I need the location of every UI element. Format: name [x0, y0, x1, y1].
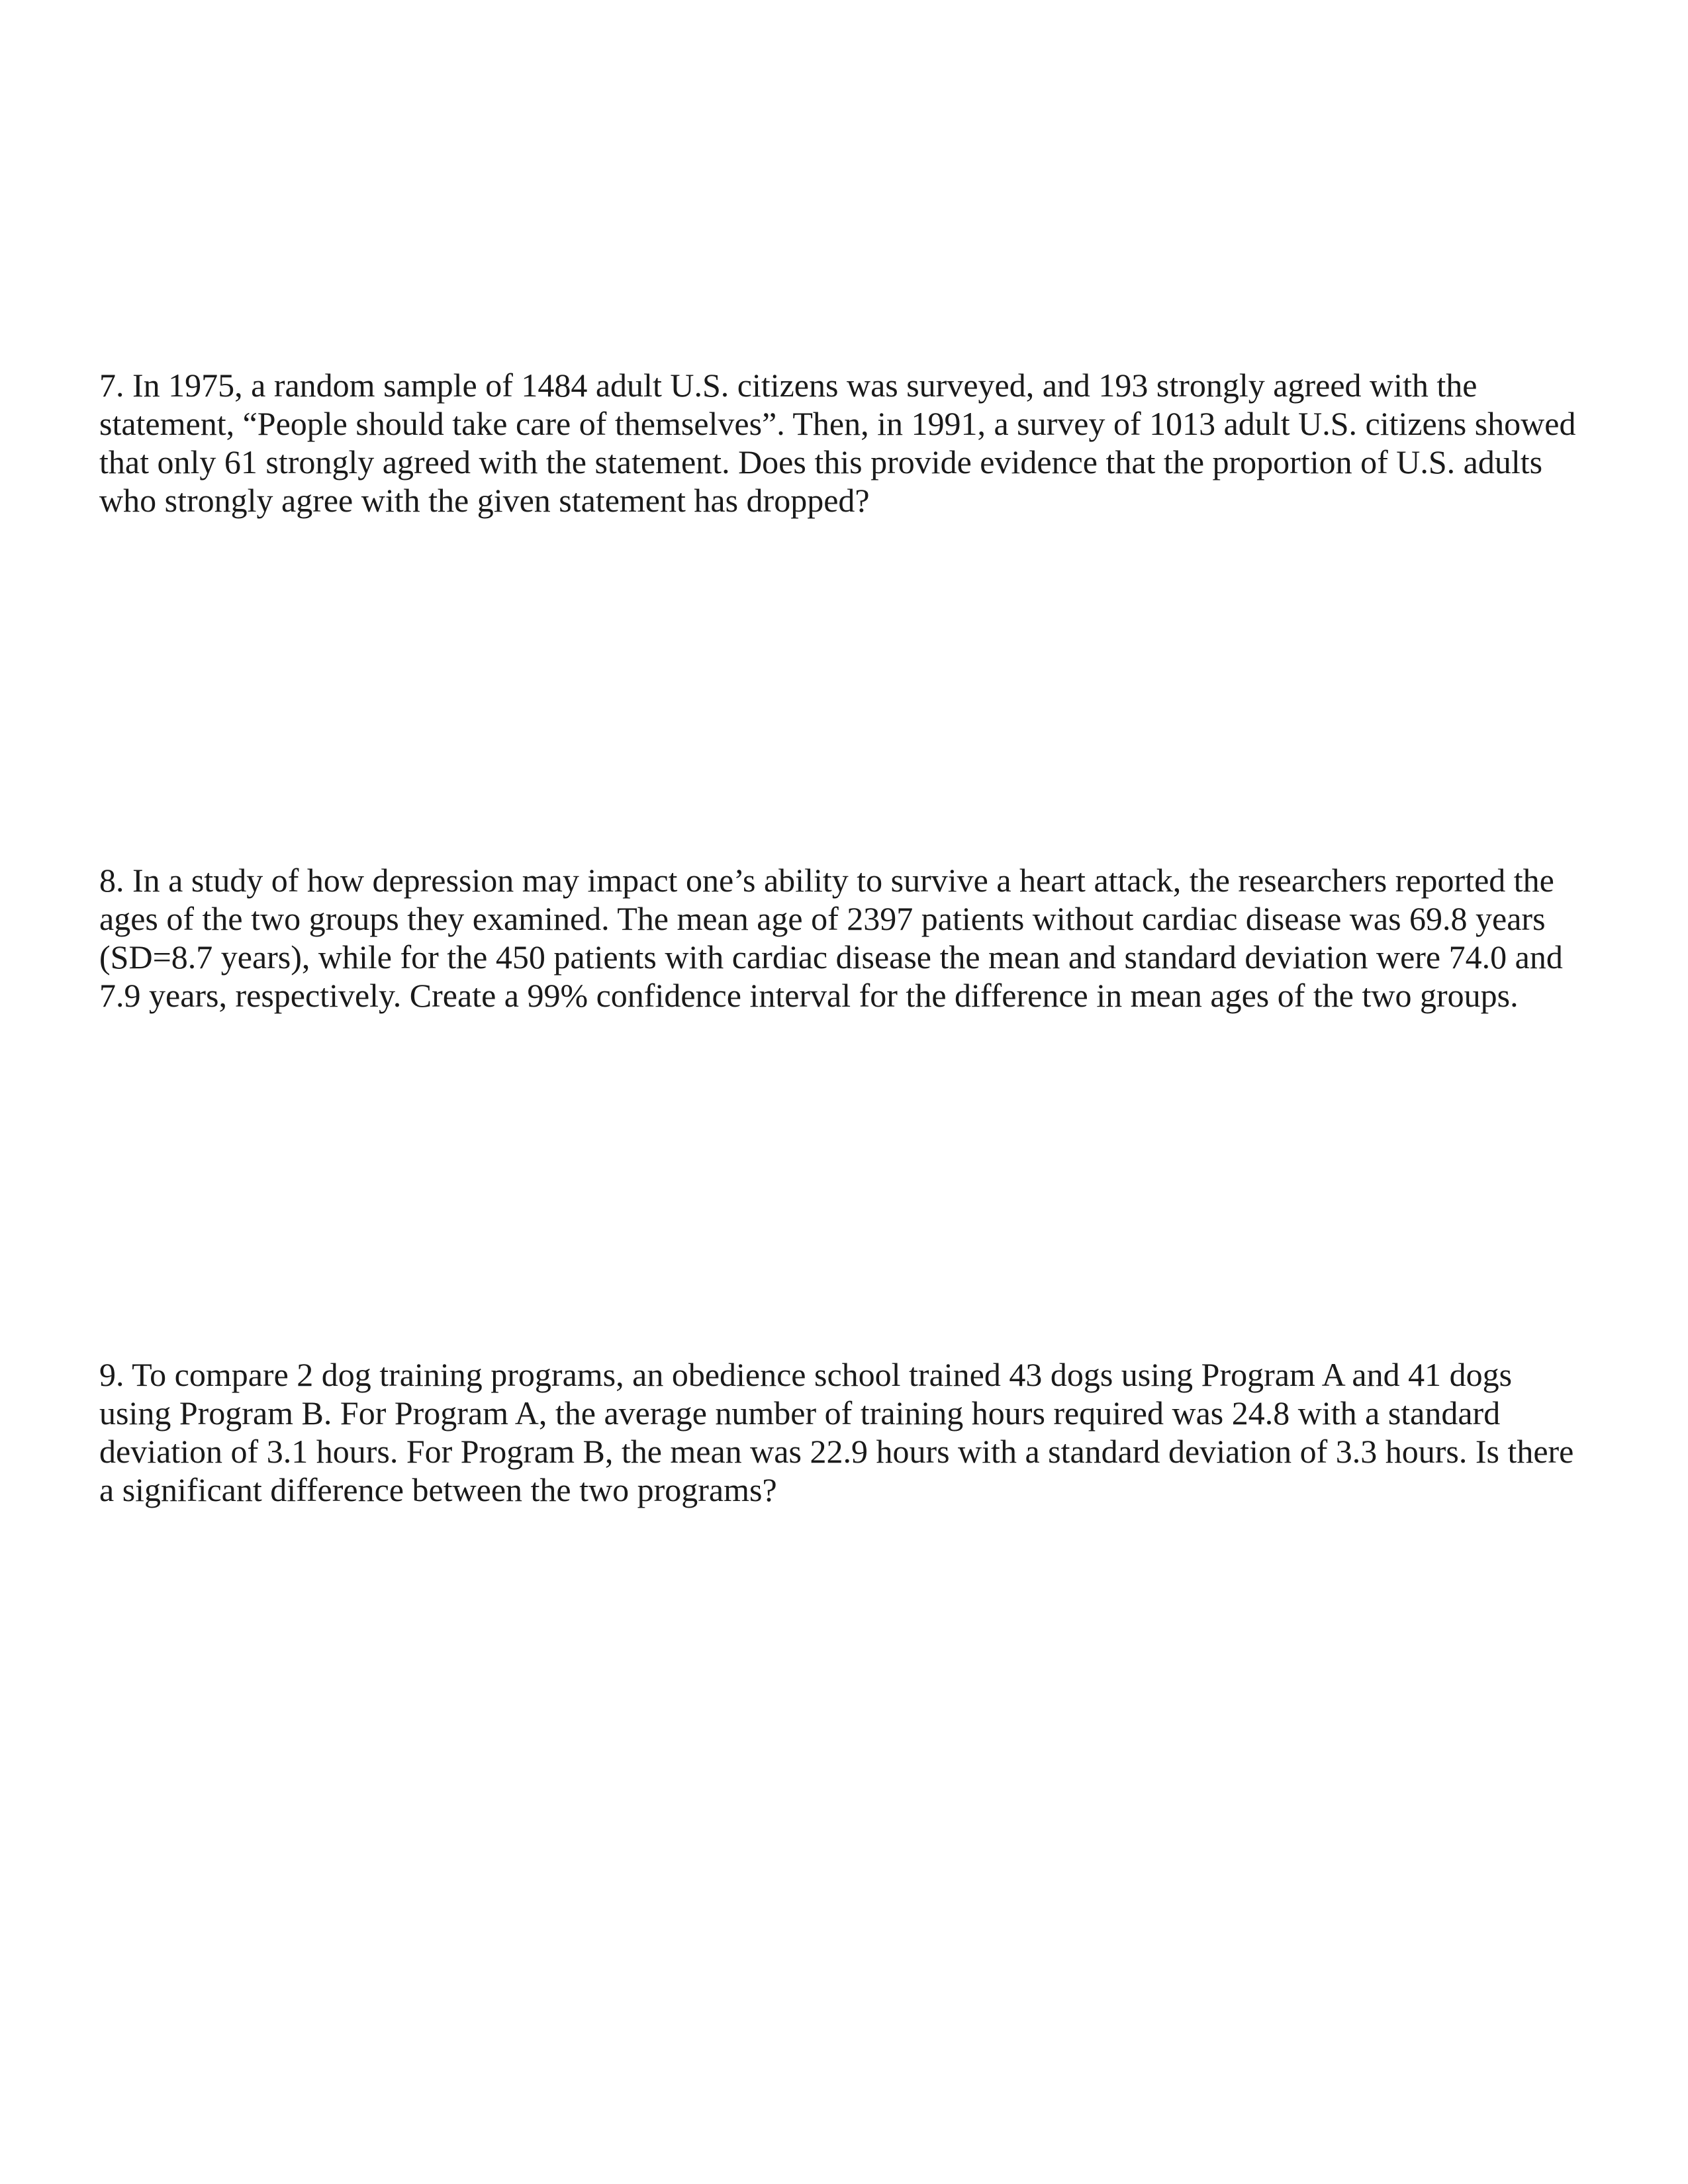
problem-8-line: 7.9 years, respectively. Create a 99% confidence interval for the difference in mean ages of the two groups.	[99, 977, 1519, 1014]
problem-7-line: statement, “People should take care of themselves”. Then, in 1991, a survey of 1013 adult U.S. citizens showed	[99, 405, 1576, 442]
problem-8-line: ages of the two groups they examined. The mean age of 2397 patients without cardiac disease was 69.8 years	[99, 900, 1546, 937]
problem-7-line: 7. In 1975, a random sample of 1484 adult U.S. citizens was surveyed, and 193 strongly agreed with the	[99, 367, 1477, 404]
problem-9-line: 9. To compare 2 dog training programs, an obedience school trained 43 dogs using Program A and 41 dogs	[99, 1356, 1513, 1393]
problem-8-text	[99, 861, 1589, 1015]
problem-9-text	[99, 1355, 1589, 1509]
problem-7-line: who strongly agree with the given statement has dropped?	[99, 482, 870, 519]
problem-8-line: (SD=8.7 years), while for the 450 patients with cardiac disease the mean and standard deviation were 74.0 and	[99, 938, 1563, 976]
problem-9-line: a significant difference between the two programs?	[99, 1471, 777, 1508]
problem-7-line: that only 61 strongly agreed with the statement. Does this provide evidence that the proportion of U.S. adults	[99, 443, 1543, 480]
problem-7-text	[99, 366, 1589, 520]
problem-9-line: using Program B. For Program A, the average number of training hours required was 24.8 with a standard	[99, 1394, 1501, 1432]
problem-8-line: 8. In a study of how depression may impact one’s ability to survive a heart attack, the researchers reported the	[99, 862, 1554, 899]
problem-9-line: deviation of 3.1 hours. For Program B, the mean was 22.9 hours with a standard deviation of 3.3 hours. Is there	[99, 1433, 1574, 1470]
